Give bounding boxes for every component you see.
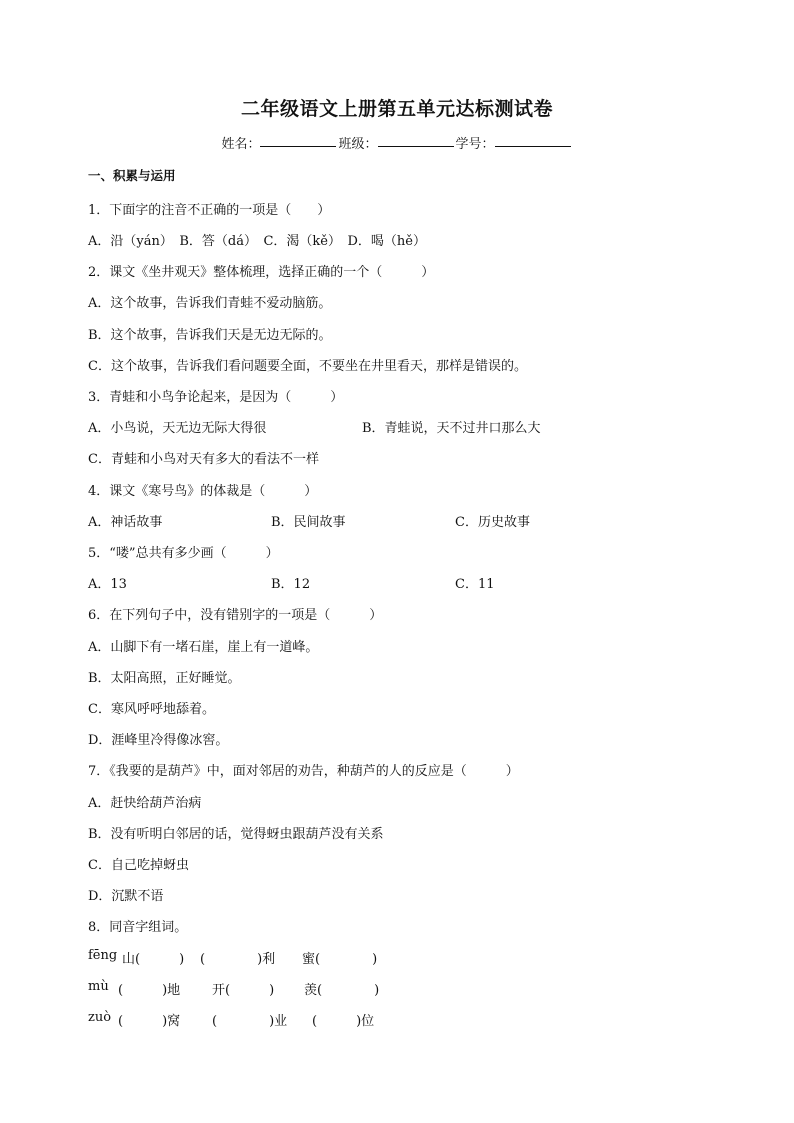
q8-row2-blank-a[interactable]: ( )地 bbox=[118, 983, 181, 998]
question-6-option-c: C．寒风呼呼地舔着。 bbox=[88, 702, 215, 717]
question-7-option-a: A．赶快给葫芦治病 bbox=[88, 796, 202, 811]
question-5-stem: 5．“喽”总共有多少画（ ） bbox=[88, 546, 279, 561]
question-3-option-b: B．青蛙说，天不过井口那么大 bbox=[362, 421, 541, 436]
question-2-option-c: C．这个故事，告诉我们看问题要全面，不要坐在井里看天，那样是错误的。 bbox=[88, 359, 527, 374]
name-blank[interactable] bbox=[260, 133, 336, 147]
class-blank[interactable] bbox=[378, 133, 454, 147]
q8-row3-blank-c[interactable]: ( )位 bbox=[312, 1014, 375, 1029]
class-label: 班级： bbox=[338, 137, 378, 152]
question-3-option-c: C．青蛙和小鸟对天有多大的看法不一样 bbox=[88, 452, 319, 467]
question-2-option-a: A．这个故事，告诉我们青蛙不爱动脑筋。 bbox=[88, 296, 332, 311]
question-3-option-a: A．小鸟说，天无边无际大得很 bbox=[88, 421, 267, 436]
question-1-options: A．沿（yán） B．答（dá） C．渴（kě） D．喝（hě） bbox=[88, 234, 426, 249]
question-4-option-a: A．神话故事 bbox=[88, 515, 163, 530]
id-label: 学号： bbox=[455, 137, 495, 152]
question-6-stem: 6．在下列句子中，没有错别字的一项是（ ） bbox=[88, 608, 383, 623]
question-3-stem: 3．青蛙和小鸟争论起来，是因为（ ） bbox=[88, 390, 344, 405]
question-4-stem: 4．课文《寒号鸟》的体裁是（ ） bbox=[88, 484, 318, 499]
question-1-stem: 1．下面字的注音不正确的一项是（ ） bbox=[88, 203, 331, 218]
student-info-row bbox=[0, 133, 794, 152]
q8-row2-blank-c[interactable]: 羡( ) bbox=[304, 983, 380, 998]
name-label: 姓名： bbox=[221, 137, 261, 152]
question-6-option-d: D．涯峰里冷得像冰窖。 bbox=[88, 733, 229, 748]
q8-row1-blank-a[interactable]: 山( ) bbox=[122, 952, 185, 967]
q8-row1-pinyin: fēng bbox=[88, 948, 118, 963]
question-2-option-b: B．这个故事，告诉我们天是无边无际的。 bbox=[88, 328, 332, 343]
question-6-option-b: B．太阳高照，正好睡觉。 bbox=[88, 671, 241, 686]
id-blank[interactable] bbox=[495, 133, 571, 147]
question-4-option-c: C．历史故事 bbox=[455, 515, 530, 530]
question-7-option-d: D．沉默不语 bbox=[88, 889, 164, 904]
q8-row3-pinyin: zuò bbox=[88, 1010, 112, 1025]
question-8-stem: 8．同音字组词。 bbox=[88, 920, 188, 935]
question-5-option-a: A．13 bbox=[88, 577, 127, 592]
section-heading: 一、积累与运用 bbox=[88, 168, 176, 183]
q8-row1-blank-b[interactable]: ( )利 bbox=[200, 952, 276, 967]
question-5-option-b: B．12 bbox=[271, 577, 311, 592]
q8-row2-pinyin: mù bbox=[88, 979, 109, 994]
question-5-option-c: C．11 bbox=[455, 577, 495, 592]
question-7-option-b: B．没有听明白邻居的话，觉得蚜虫跟葫芦没有关系 bbox=[88, 827, 384, 842]
page-title: 二年级语文上册第五单元达标测试卷 bbox=[240, 98, 553, 120]
q8-row3-blank-a[interactable]: ( )窝 bbox=[118, 1014, 181, 1029]
question-6-option-a: A．山脚下有一堵石崖，崖上有一道峰。 bbox=[88, 640, 319, 655]
question-7-stem: 7．《我要的是葫芦》中，面对邻居的劝告，种葫芦的人的反应是（ ） bbox=[88, 764, 519, 779]
question-2-stem: 2．课文《坐井观天》整体梳理，选择正确的一个（ ） bbox=[88, 265, 435, 280]
q8-row1-blank-c[interactable]: 蜜( ) bbox=[302, 952, 378, 967]
question-7-option-c: C．自己吃掉蚜虫 bbox=[88, 858, 189, 873]
q8-row3-blank-b[interactable]: ( )业 bbox=[212, 1014, 288, 1029]
question-4-option-b: B．民间故事 bbox=[271, 515, 346, 530]
q8-row2-blank-b[interactable]: 开( ) bbox=[212, 983, 275, 998]
